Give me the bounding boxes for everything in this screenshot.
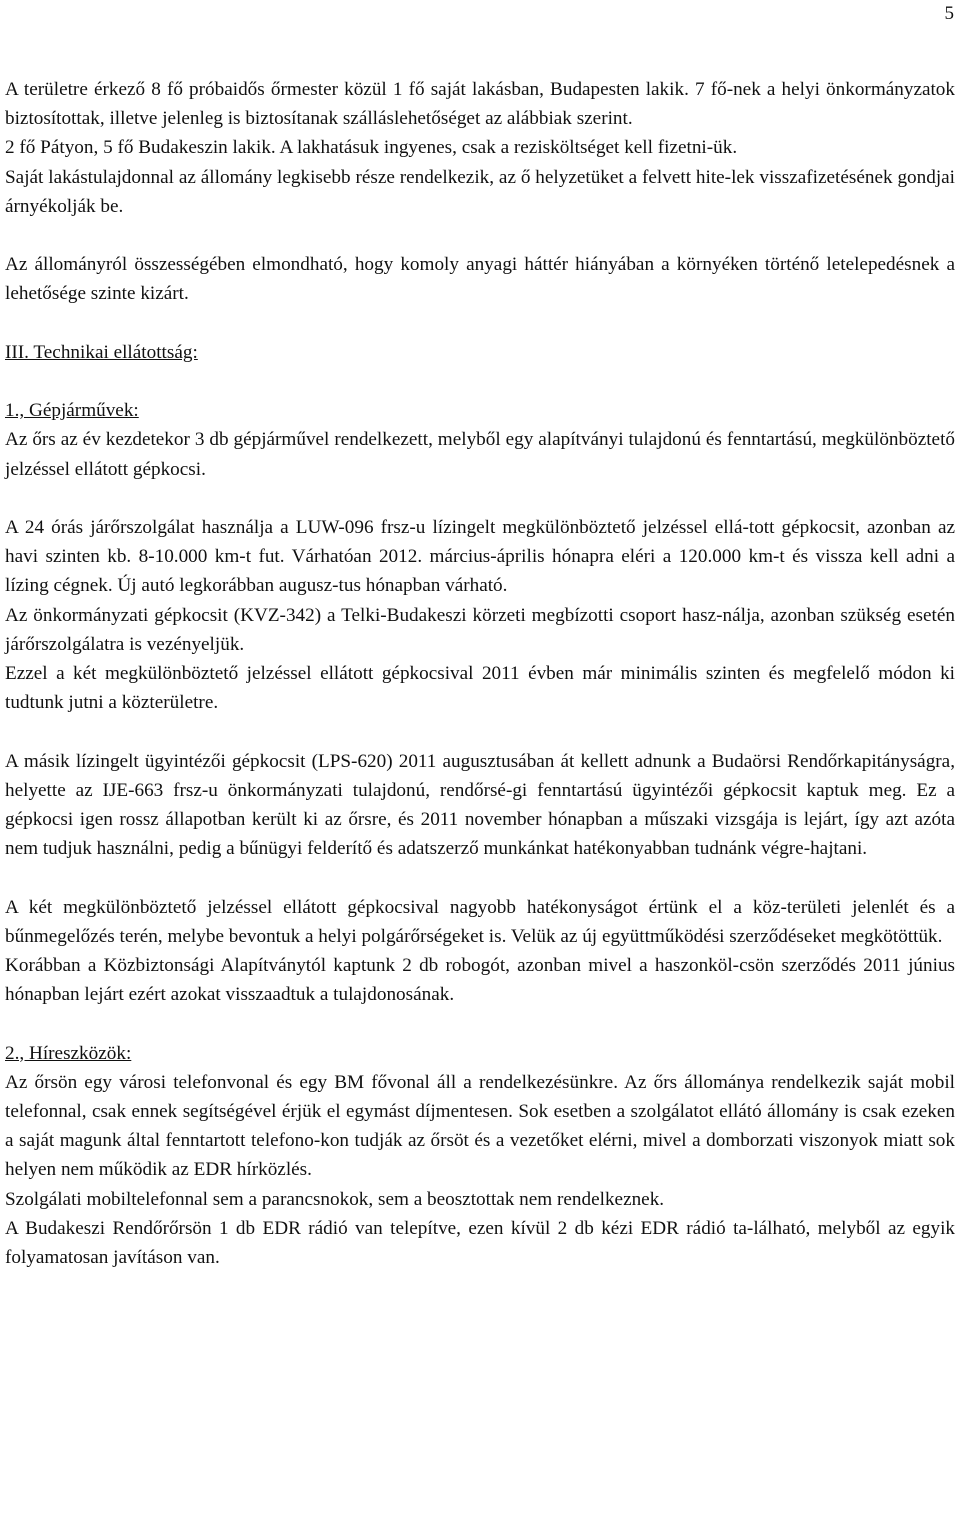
paragraph-housing-intro: A területre érkező 8 fő próbaidős őrmester közül 1 fő saját lakásban, Budapesten lakik. 7 fő-nek a helyi önkormányzatok biztosítottak, illetve jelenleg is biztosítanak szálláslehetőséget az alábbiak szerint.: [5, 79, 955, 130]
paragraph-summary: Az állományról összességében elmondható, hogy komoly anyagi háttér hiányában a környéken történő letelepedésnek a lehetősége szinte kizárt.: [5, 254, 955, 305]
document-body: [5, 75, 955, 1272]
paragraph-own-property: Saját lakástulajdonnal az állomány legkisebb része rendelkezik, az ő helyzetüket a felvett hite-lek visszafizetésének gondjai árnyékolják be.: [5, 166, 955, 217]
paragraph-leased-car: A másik lízingelt ügyintézői gépkocsit (LPS-620) 2011 augusztusában át kellett adnunk a Budaörsi Rendőrkapitányságra, helyette az IJE-663 frsz-u önkormányzati tulajdonú, rendőrsé-gi fenntartású ügyintézői gépkocsit kaptuk meg. Ez a gépkocsi igen rossz állapotban került ki az őrsre, és 2011 november hónapban a műszaki vizsgája is lejárt, így azt azóta nem tudjuk használni, pedig a bűnügyi felderítő és adatszerző munkánkat hatékonyabban tudnánk végre-hajtani.: [5, 750, 955, 860]
section-heading-technical: III. Technikai ellátottság:: [5, 341, 198, 363]
paragraph-patrol-car: A 24 órás járőrszolgálat használja a LUW-096 frsz-u lízingelt megkülönböztető jelzéssel ellá-tott gépkocsit, azonban az havi szinten kb. 8-10.000 km-t fut. Várhatóan 2012. március-április hónapra eléri a 120.000 km-t és vissza kell adni a lízing cégnek. Új autó legkorábban augusz-tus hónapban várható.: [5, 516, 955, 597]
paragraph-phones: Az őrsön egy városi telefonvonal és egy BM fővonal áll a rendelkezésünkre. Az őrs állománya rendelkezik saját mobil telefonnal, csak ennek segítségével érjük el egymást díjmentesen. Sok esetben a szolgálatot ellátó állomány is csak ezeken a saját magunk által fenntartott telefono-kon tudják az őrsöt és a vezetőket elérni, mivel a domborzati viszonyok miatt sok helyen nem működik az EDR hírközlés.: [5, 1071, 955, 1181]
subheading-communications: 2., Híreszközök:: [5, 1042, 132, 1064]
page-number: 5: [944, 3, 954, 24]
paragraph-two-cars: Ezzel a két megkülönböztető jelzéssel ellátott gépkocsival 2011 évben már minimális szinten és megfelelő módon ki tudtunk jutni a közterületre.: [5, 663, 955, 714]
paragraph-efficiency: A két megkülönböztető jelzéssel ellátott gépkocsival nagyobb hatékonyságot értünk el a köz-területi jelenlét és a bűnmegelőzés terén, melybe bevontuk a helyi polgárőrségeket is. Velük az új együttműködési szerződéseket megkötöttük.: [5, 896, 955, 947]
subheading-vehicles: 1., Gépjárművek:: [5, 400, 139, 422]
paragraph-vehicles-intro: Az őrs az év kezdetekor 3 db gépjárművel rendelkezett, melyből egy alapítványi tulajdonú és fenntartású, megkülönböztető jelzéssel ellátott gépkocsi.: [5, 429, 955, 480]
paragraph-mobile: Szolgálati mobiltelefonnal sem a parancsnokok, sem a beosztottak nem rendelkeznek.: [5, 1188, 665, 1210]
paragraph-housing-patyon: 2 fő Pátyon, 5 fő Budakeszin lakik. A lakhatásuk ingyenes, csak a rezisköltséget kell fizetni-ük.: [5, 137, 738, 159]
paragraph-scooters: Korábban a Közbiztonsági Alapítványtól kaptunk 2 db robogót, azonban mivel a haszonköl-csön szerződés 2011 június hónapban lejárt ezért azokat visszaadtuk a tulajdonosának.: [5, 955, 955, 1006]
paragraph-municipal-car: Az önkormányzati gépkocsit (KVZ-342) a Telki-Budakeszi körzeti megbízotti csoport hasz-nálja, azonban szükség esetén járőrszolgálatra is vezényeljük.: [5, 604, 955, 655]
paragraph-edr-radio: A Budakeszi Rendőrőrsön 1 db EDR rádió van telepítve, ezen kívül 2 db kézi EDR rádió ta-lálható, melyből az egyik folyamatosan javításon van.: [5, 1217, 955, 1269]
